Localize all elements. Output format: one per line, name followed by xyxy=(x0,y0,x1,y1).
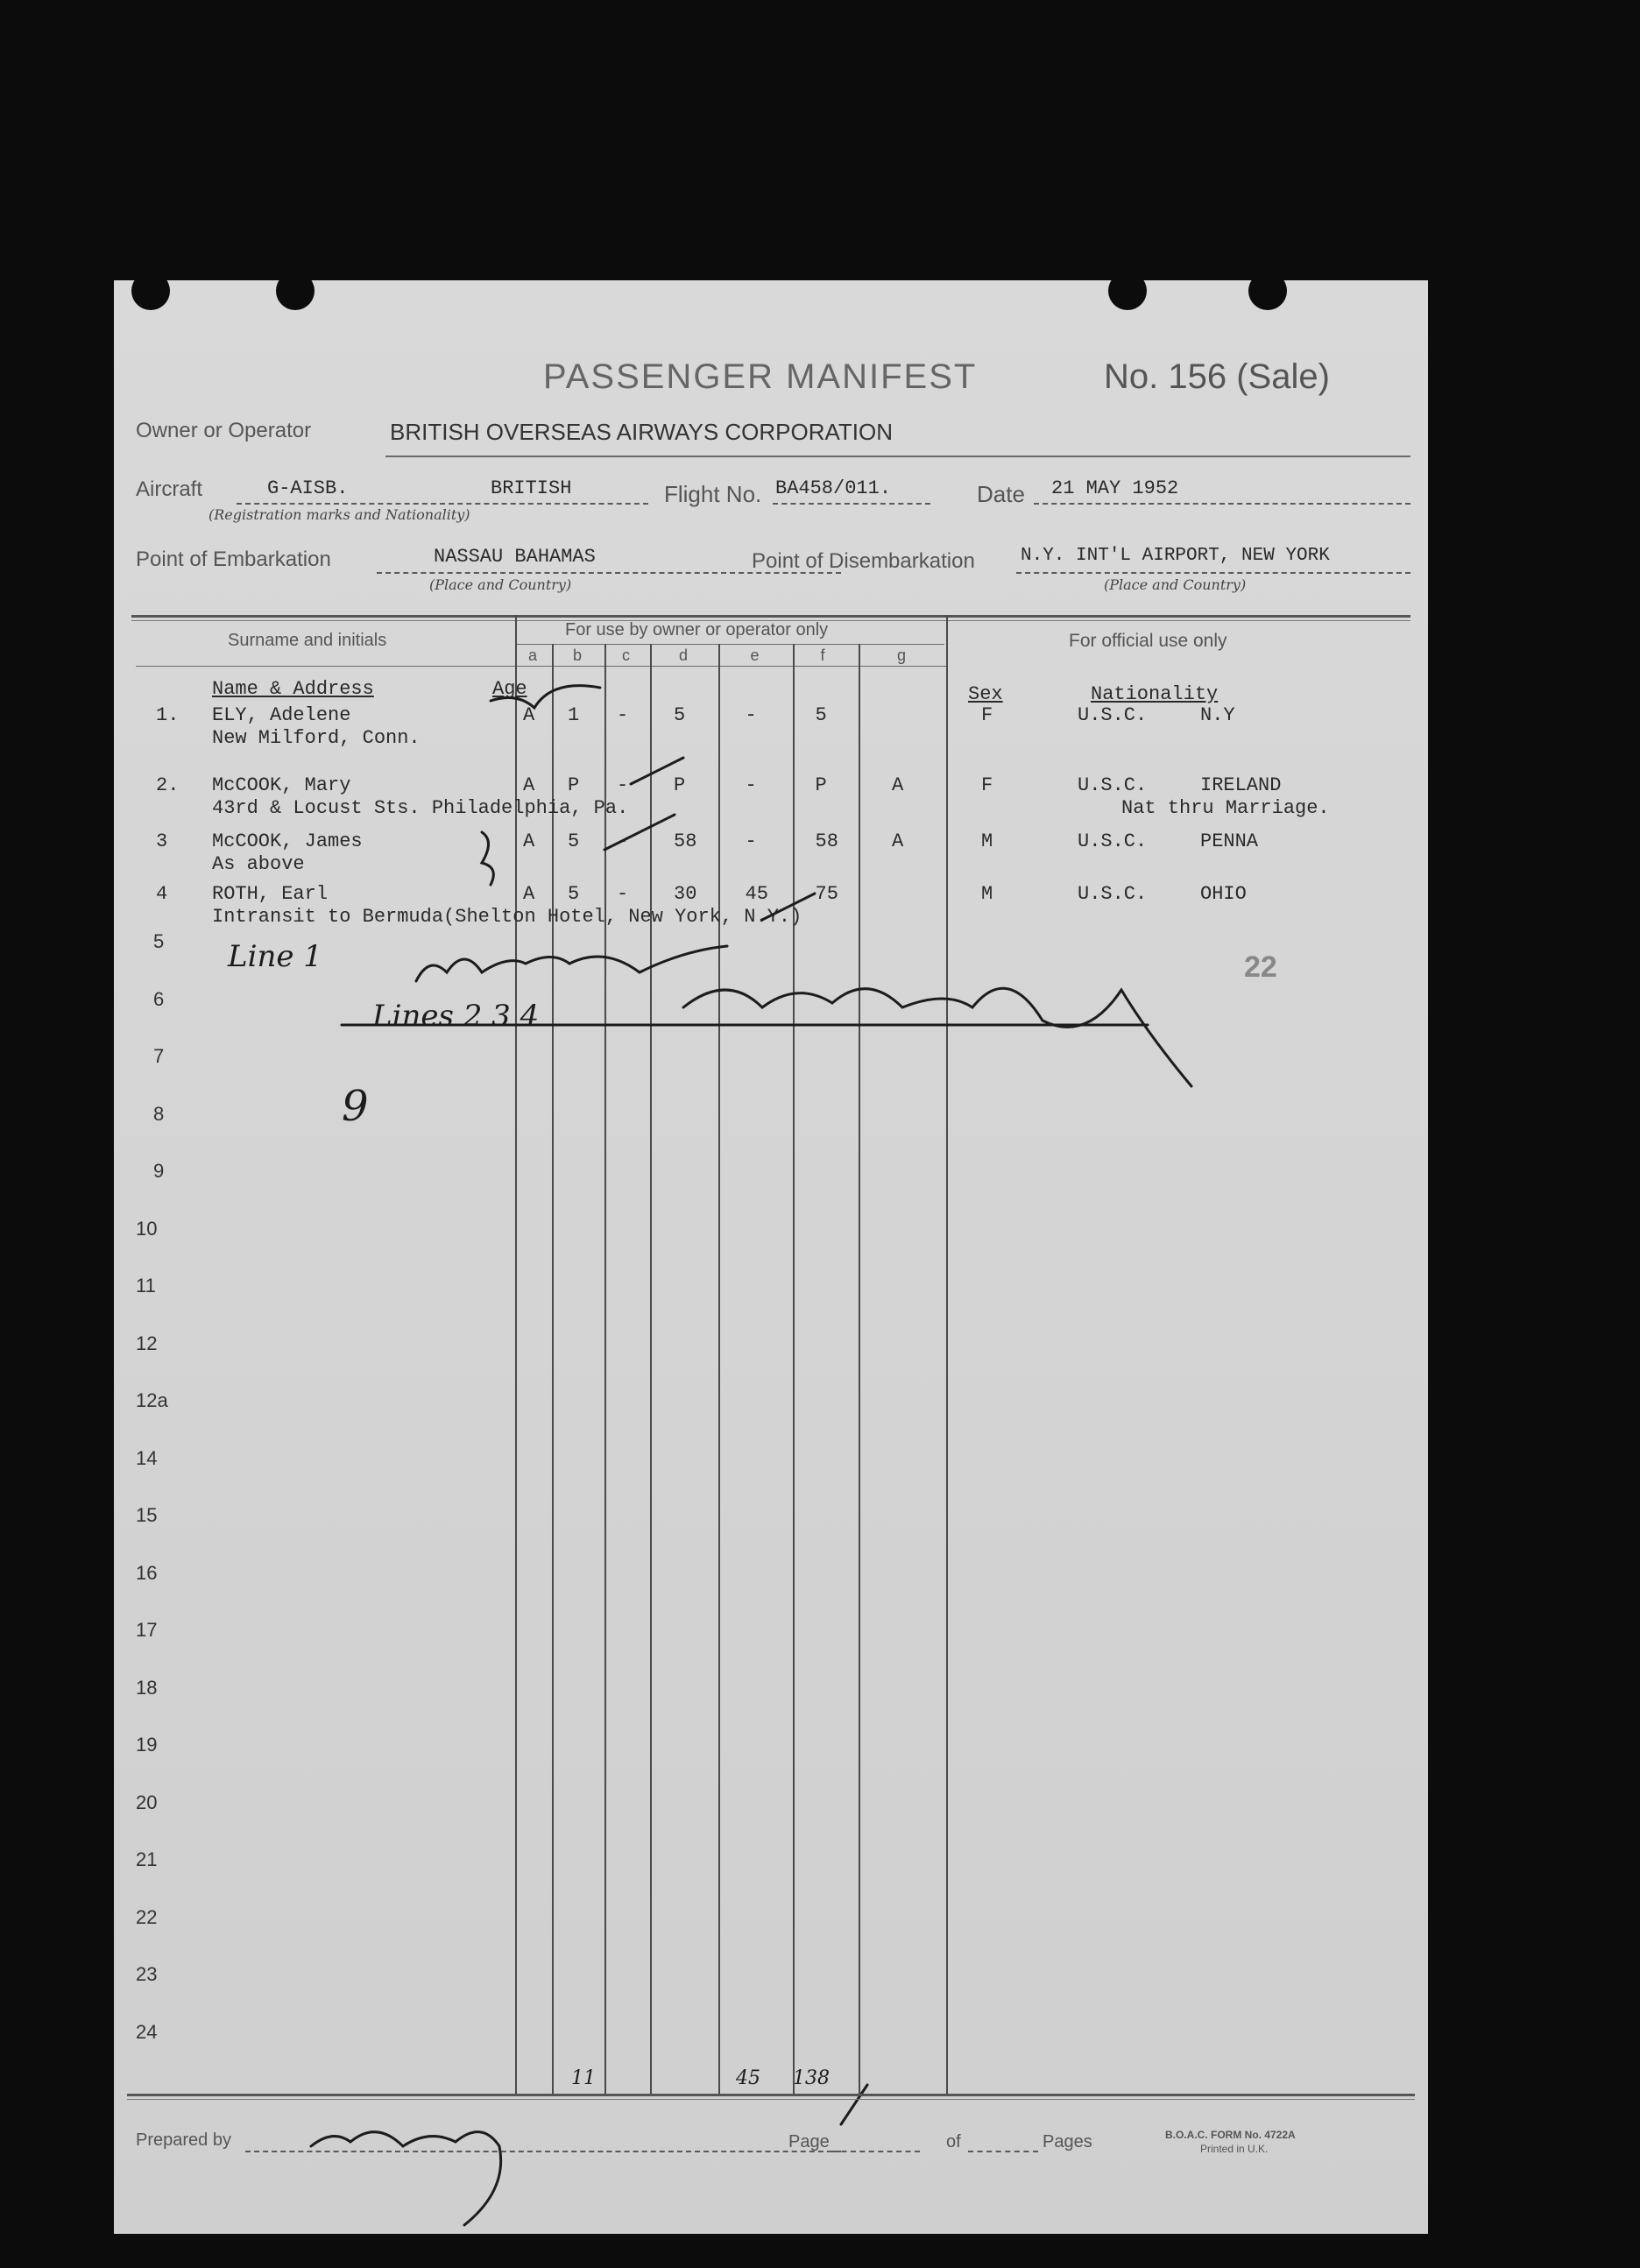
passenger-nationality-detail: OHIO xyxy=(1200,883,1247,905)
empty-row-number: 17 xyxy=(136,1619,158,1641)
passenger-nationality-detail: PENNA xyxy=(1200,830,1259,852)
strike-stroke xyxy=(762,894,815,920)
empty-row-number: 16 xyxy=(136,1561,158,1584)
handwritten-mark: 9 xyxy=(342,1082,369,1131)
cell-a: A xyxy=(523,830,535,852)
empty-row-number: 8 xyxy=(153,1102,165,1125)
embark-value: NASSAU BAHAMAS xyxy=(434,546,596,568)
handwritten-strokes xyxy=(114,280,1428,2234)
signature-stroke xyxy=(683,988,1191,1086)
checkmark-stroke xyxy=(841,2085,867,2124)
aircraft-nationality: BRITISH xyxy=(491,477,572,499)
date-label: Date xyxy=(977,481,1025,507)
empty-row-number: 22 xyxy=(136,1905,158,1928)
form-number: B.O.A.C. FORM No. 4722A xyxy=(1165,2129,1296,2141)
passenger-name: McCOOK, James xyxy=(212,830,363,852)
empty-row-number: 5 xyxy=(153,930,165,952)
cell-f: 75 xyxy=(815,883,838,905)
cell-b: 1 xyxy=(568,704,580,726)
cell-c: - xyxy=(617,830,629,852)
cell-f: 5 xyxy=(815,704,827,726)
aircraft-caption: (Registration marks and Nationality) xyxy=(209,506,470,523)
page-line xyxy=(832,2151,920,2152)
empty-row-number: 12 xyxy=(136,1332,158,1354)
cell-b: 5 xyxy=(568,883,580,905)
pages-label: Pages xyxy=(1043,2132,1092,2151)
passenger-address: Intransit to Bermuda(Shelton Hotel, New York, N.Y.) xyxy=(212,906,802,928)
column-letter: c xyxy=(622,646,630,664)
empty-row-number: 9 xyxy=(153,1160,165,1182)
owner-use-header: For use by owner or operator only xyxy=(565,620,829,639)
empty-row-number: 19 xyxy=(136,1734,158,1756)
passenger-name: McCOOK, Mary xyxy=(212,774,351,796)
signature-stroke xyxy=(311,2132,501,2225)
cell-d: 5 xyxy=(674,704,686,726)
empty-row-number: 15 xyxy=(136,1504,158,1526)
cell-b: 5 xyxy=(568,830,580,852)
strike-stroke xyxy=(631,758,683,784)
passenger-note: Nat thru Marriage. xyxy=(1121,797,1330,819)
cell-a: A xyxy=(523,774,535,796)
column-letter: d xyxy=(679,646,689,664)
passenger-sex: M xyxy=(981,830,993,852)
official-use-header: For official use only xyxy=(1069,631,1227,651)
passenger-sex: F xyxy=(981,704,993,726)
empty-row-number: 14 xyxy=(136,1446,158,1469)
signature-stroke xyxy=(416,946,727,981)
footer-rule-2 xyxy=(127,2099,1415,2100)
passenger-nationality-detail: N.Y xyxy=(1200,704,1235,726)
cell-f: 58 xyxy=(815,830,838,852)
cell-c: - xyxy=(617,883,629,905)
row-number: 2. xyxy=(156,774,180,796)
empty-row-number: 12a xyxy=(136,1389,168,1411)
surname-header: Surname and initials xyxy=(228,631,387,650)
strike-stroke xyxy=(604,815,675,850)
cell-g: A xyxy=(892,830,904,852)
flight-label: Flight No. xyxy=(664,481,762,507)
page-label: Page xyxy=(788,2132,830,2151)
passenger-sex: F xyxy=(981,774,993,796)
owner-label: Owner or Operator xyxy=(136,419,312,442)
empty-row-number: 11 xyxy=(136,1275,156,1297)
empty-row-number: 21 xyxy=(136,1848,158,1870)
owner-value: BRITISH OVERSEAS AIRWAYS CORPORATION xyxy=(390,419,894,445)
empty-row-number: 18 xyxy=(136,1676,158,1699)
manifest-page xyxy=(114,280,1428,2234)
passenger-address: As above xyxy=(212,853,305,875)
passenger-nationality-detail: IRELAND xyxy=(1200,774,1282,796)
passenger-nationality: U.S.C. xyxy=(1078,883,1148,905)
column-letter: b xyxy=(573,646,583,664)
passenger-nationality: U.S.C. xyxy=(1078,830,1148,852)
cell-e: - xyxy=(745,704,757,726)
empty-row-number: 20 xyxy=(136,1791,158,1813)
column-letter: e xyxy=(750,646,760,664)
passenger-name: ROTH, Earl xyxy=(212,883,329,905)
passenger-sex: M xyxy=(981,883,993,905)
nationality-header: Nationality xyxy=(1091,683,1219,705)
cell-d: 30 xyxy=(674,883,697,905)
age-header: Age xyxy=(492,678,527,700)
cell-e: - xyxy=(745,774,757,796)
prepared-line xyxy=(245,2151,841,2152)
row-number: 3 xyxy=(156,830,168,852)
cell-c: - xyxy=(617,774,629,796)
aircraft-label: Aircraft xyxy=(136,477,203,501)
of-label: of xyxy=(946,2132,961,2151)
total-b: 11 xyxy=(571,2067,596,2089)
date-value: 21 MAY 1952 xyxy=(1051,477,1179,499)
passenger-address: New Milford, Conn. xyxy=(212,727,421,749)
cell-e: 45 xyxy=(745,883,768,905)
handwritten-line1: Line 1 xyxy=(228,939,322,974)
column-letter: f xyxy=(820,646,825,664)
aircraft-reg: G-AISB. xyxy=(267,477,349,499)
manifest-title: PASSENGER MANIFEST xyxy=(543,357,978,396)
stamp-number: 22 xyxy=(1244,950,1277,984)
disembark-value: N.Y. INT'L AIRPORT, NEW YORK xyxy=(1021,546,1330,566)
manifest-number: No. 156 (Sale) xyxy=(1104,357,1330,396)
flight-value: BA458/011. xyxy=(775,477,892,499)
passenger-nationality: U.S.C. xyxy=(1078,774,1148,796)
checkmark-stroke xyxy=(491,686,600,708)
total-f: 138 xyxy=(793,2067,830,2089)
cell-c: - xyxy=(617,704,629,726)
empty-row-number: 23 xyxy=(136,1963,158,1985)
disembark-caption: (Place and Country) xyxy=(1104,576,1247,593)
cell-a: A xyxy=(523,704,535,726)
footer-rule xyxy=(127,2094,1415,2096)
empty-row-number: 7 xyxy=(153,1045,165,1067)
cell-e: - xyxy=(745,830,757,852)
empty-row-number: 24 xyxy=(136,2020,158,2043)
handwritten-lines: Lines 2 3 4 xyxy=(372,999,540,1034)
cell-f: P xyxy=(815,774,827,796)
column-letter: a xyxy=(528,646,538,664)
embark-label: Point of Embarkation xyxy=(136,548,331,571)
row-number: 1. xyxy=(156,704,180,726)
column-letter: g xyxy=(897,646,907,664)
passenger-name: ELY, Adelene xyxy=(212,704,351,726)
disembark-label: Point of Disembarkation xyxy=(752,549,975,573)
of-line xyxy=(968,2151,1038,2152)
total-e: 45 xyxy=(736,2067,760,2089)
empty-row-number: 10 xyxy=(136,1217,158,1240)
cell-a: A xyxy=(523,883,535,905)
cell-d: 58 xyxy=(674,830,697,852)
sex-header: Sex xyxy=(968,683,1003,705)
cell-d: P xyxy=(674,774,686,796)
embark-caption: (Place and Country) xyxy=(429,576,572,593)
passenger-nationality: U.S.C. xyxy=(1078,704,1148,726)
cell-g: A xyxy=(892,774,904,796)
passenger-address: 43rd & Locust Sts. Philadelphia, Pa. xyxy=(212,797,629,819)
row-number: 4 xyxy=(156,883,168,905)
prepared-label: Prepared by xyxy=(136,2130,231,2150)
empty-row-number: 6 xyxy=(153,987,165,1010)
cell-b: P xyxy=(568,774,580,796)
bracket-stroke xyxy=(482,832,493,885)
name-address-header: Name & Address xyxy=(212,678,374,700)
printed-in: Printed in U.K. xyxy=(1200,2143,1269,2155)
